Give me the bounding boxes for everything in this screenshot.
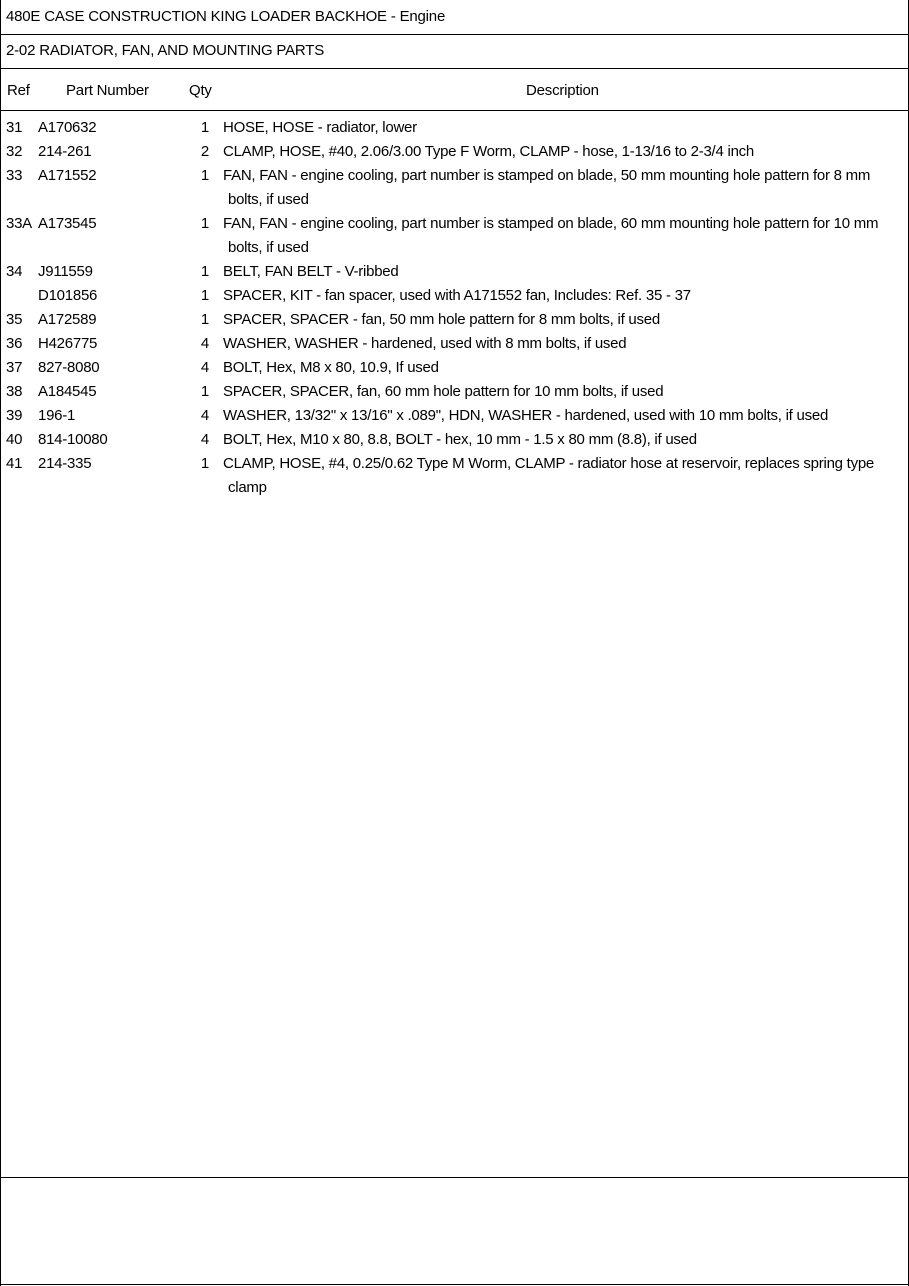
table-row [1, 212, 909, 260]
row-description: BOLT, Hex, M10 x 80, 8.8, BOLT - hex, 10 mm - 1.5 x 80 mm (8.8), if used [223, 431, 697, 448]
row-description: CLAMP, HOSE, #40, 2.06/3.00 Type F Worm, CLAMP - hose, 1-13/16 to 2-3/4 inch [223, 143, 755, 160]
table-row [1, 140, 909, 164]
table-row [1, 284, 909, 308]
row-part-number: J911559 [38, 263, 93, 280]
row-part-number: 814-10080 [38, 431, 108, 448]
row-qty: 1 [200, 455, 209, 472]
row-part-number: 214-261 [38, 143, 92, 160]
row-part-number: A173545 [38, 215, 97, 232]
row-description: FAN, FAN - engine cooling, part number is stamped on blade, 50 mm mounting hole pattern for 8 mm [223, 167, 871, 184]
parts-table [1, 116, 909, 500]
row-ref: 33 [6, 167, 23, 184]
row-description: SPACER, SPACER - fan, 50 mm hole pattern for 8 mm bolts, if used [223, 311, 660, 328]
row-qty: 1 [200, 263, 209, 280]
row-part-number: A171552 [38, 167, 97, 184]
row-ref: 37 [6, 359, 23, 376]
column-header-part-number: Part Number [66, 82, 149, 99]
row-part-number: 827-8080 [38, 359, 100, 376]
row-qty: 4 [200, 335, 209, 352]
row-description-cell [223, 164, 909, 212]
row-part-number: H426775 [38, 335, 98, 352]
column-header-description: Description [526, 82, 599, 99]
row-qty: 1 [200, 287, 209, 304]
row-description-continued: bolts, if used [228, 191, 309, 208]
row-ref: 32 [6, 143, 23, 160]
row-description: FAN, FAN - engine cooling, part number is stamped on blade, 60 mm mounting hole pattern for 10 mm [223, 215, 879, 232]
row-ref: 35 [6, 311, 23, 328]
column-header-qty: Qty [189, 82, 212, 99]
row-ref: 39 [6, 407, 23, 424]
row-description: WASHER, WASHER - hardened, used with 8 mm bolts, if used [223, 335, 627, 352]
row-part-number: 196-1 [38, 407, 76, 424]
row-part-number: A184545 [38, 383, 97, 400]
row-description-cell [223, 284, 909, 308]
row-ref: 40 [6, 431, 23, 448]
divider [1, 1177, 909, 1178]
table-row [1, 356, 909, 380]
table-row [1, 332, 909, 356]
row-description-continued: clamp [228, 479, 267, 496]
row-qty: 4 [200, 431, 209, 448]
row-description-cell [223, 356, 909, 380]
row-description-cell [223, 452, 909, 500]
table-row [1, 404, 909, 428]
row-qty: 4 [200, 359, 209, 376]
table-row [1, 308, 909, 332]
row-ref: 34 [6, 263, 23, 280]
row-description-cell [223, 404, 909, 428]
table-row [1, 164, 909, 212]
row-part-number: A170632 [38, 119, 97, 136]
table-row [1, 452, 909, 500]
row-qty: 1 [200, 167, 209, 184]
divider [1, 68, 909, 69]
row-part-number: 214-335 [38, 455, 92, 472]
row-ref: 36 [6, 335, 23, 352]
row-description: HOSE, HOSE - radiator, lower [223, 119, 417, 136]
row-description-cell [223, 380, 909, 404]
row-ref: 38 [6, 383, 23, 400]
table-row [1, 260, 909, 284]
row-ref: 41 [6, 455, 23, 472]
row-description-cell [223, 332, 909, 356]
table-row [1, 116, 909, 140]
row-description-cell [223, 212, 909, 260]
row-description: BOLT, Hex, M8 x 80, 10.9, If used [223, 359, 439, 376]
divider [1, 34, 909, 35]
row-description-continued: bolts, if used [228, 239, 309, 256]
table-row [1, 380, 909, 404]
row-description: SPACER, SPACER, fan, 60 mm hole pattern for 10 mm bolts, if used [223, 383, 664, 400]
row-part-number: D101856 [38, 287, 98, 304]
row-description-cell [223, 116, 909, 140]
table-row [1, 428, 909, 452]
row-description: CLAMP, HOSE, #4, 0.25/0.62 Type M Worm, CLAMP - radiator hose at reservoir, replaces spring type [223, 455, 875, 472]
row-description-cell [223, 260, 909, 284]
row-qty: 1 [200, 215, 209, 232]
row-part-number: A172589 [38, 311, 97, 328]
column-header-ref: Ref [7, 82, 30, 99]
row-qty: 4 [200, 407, 209, 424]
row-description: WASHER, 13/32" x 13/16" x .089", HDN, WASHER - hardened, used with 10 mm bolts, if used [223, 407, 829, 424]
row-ref: 33A [6, 215, 32, 232]
divider [1, 110, 909, 111]
row-qty: 1 [200, 311, 209, 328]
row-description-cell [223, 140, 909, 164]
row-qty: 1 [200, 383, 209, 400]
row-description: BELT, FAN BELT - V-ribbed [223, 263, 399, 280]
row-description: SPACER, KIT - fan spacer, used with A171552 fan, Includes: Ref. 35 - 37 [223, 287, 691, 304]
row-qty: 2 [200, 143, 209, 160]
section-title: 2-02 RADIATOR, FAN, AND MOUNTING PARTS [6, 42, 325, 59]
row-ref: 31 [6, 119, 23, 136]
page-title: 480E CASE CONSTRUCTION KING LOADER BACKHOE - Engine [6, 8, 446, 25]
divider [1, 1284, 909, 1285]
row-description-cell [223, 308, 909, 332]
row-description-cell [223, 428, 909, 452]
row-qty: 1 [200, 119, 209, 136]
